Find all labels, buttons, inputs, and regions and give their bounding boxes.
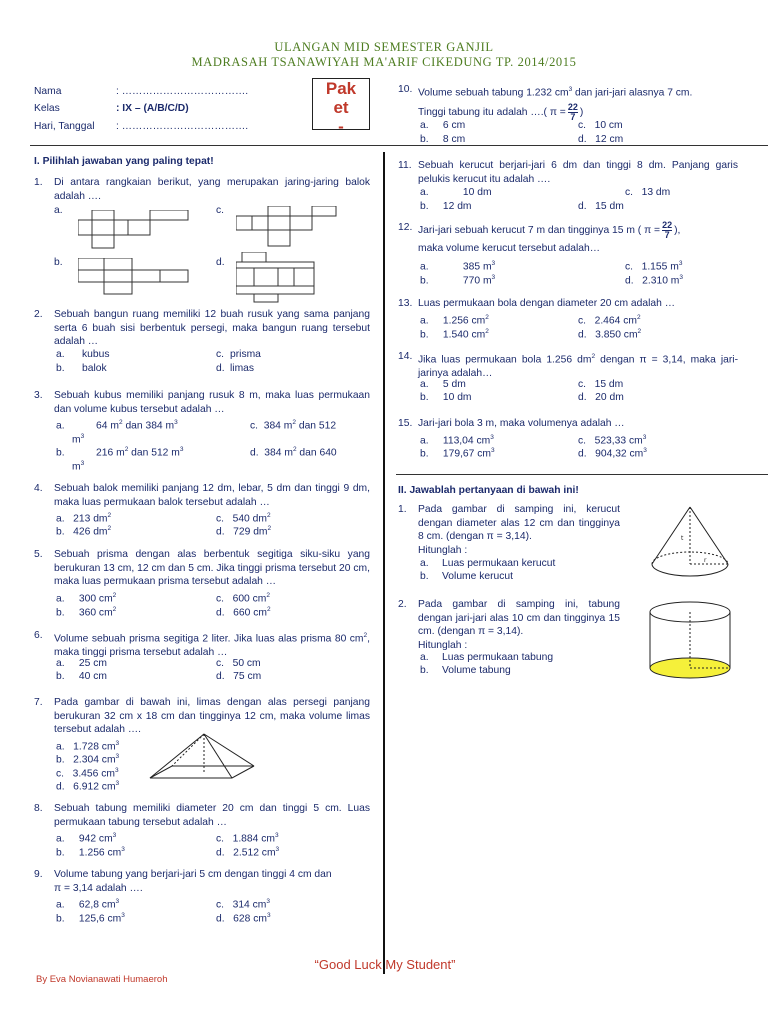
question-6 <box>34 629 370 659</box>
q11-text: Sebuah kerucut berjari-jari 6 dm dan tinggi 8 dm. Panjang garis pelukis kerucut itu adalah …. <box>418 160 738 185</box>
q6-option-b: b. 40 cm <box>56 671 107 682</box>
q15-option-c: c. 523,33 $cm^3$ <box>578 434 647 447</box>
q8-option-c: c. 1.884 $cm^3$ <box>216 832 279 845</box>
q13-option-d: d. 3.850 $cm^2$ <box>578 328 642 341</box>
e1-item-b: Volume kerucut <box>442 571 513 582</box>
q12-text-1: Jari-jari sebuah kerucut 7 m dan tingginya 15 m ( π = <box>418 225 661 237</box>
author-credit: By Eva Novianawati Humaeroh <box>36 974 168 985</box>
q14-number: 14. <box>398 351 413 362</box>
q2-option-b: balok <box>82 363 107 374</box>
q5-option-d: d. 660 $cm^2$ <box>216 606 271 619</box>
q9-text: Volume tabung yang berjari-jari 5 cm dengan tinggi 4 cm dan <box>54 869 332 880</box>
q3-option-b: b. 216 $m^2$ dan 512 $m^3$ <box>56 446 184 459</box>
q9-option-d: d. 628 $cm^3$ <box>216 912 271 925</box>
question-15 <box>398 417 738 431</box>
question-13 <box>398 297 738 311</box>
q3-number: 3. <box>34 390 43 401</box>
question-9 <box>34 868 370 895</box>
question-3 <box>34 389 370 416</box>
q2-option-a: kubus <box>82 349 110 360</box>
kelas-value: : IX – (A/B/C/D) <box>116 103 189 114</box>
cylinder-figure <box>646 600 736 682</box>
e2-hitung: Hitunglah : <box>418 639 468 651</box>
e2-number: 2. <box>398 599 407 610</box>
q1-option-a-label: a. <box>54 205 63 216</box>
q5-text: Sebuah prisma dengan alas berbentuk segitiga siku-siku yang berukuran 13 cm, 12 cm dan 5 cm. Jika tinggi prisma tersebut 20 cm, maka luas permukaan prisma tersebut adalah … <box>54 549 370 587</box>
q10-text-1: Volume sebuah tabung 1.232 cm <box>418 87 569 99</box>
header-subtitle: MADRASAH TSANAWIYAH MA'ARIF CIKEDUNG TP. 2014/2015 <box>191 55 577 69</box>
e1-number: 1. <box>398 504 407 515</box>
q12-option-b: b. 770 $m^3$ <box>420 274 496 287</box>
paket-box: Pak et - <box>312 78 370 130</box>
cone-figure <box>648 504 732 582</box>
q2-option-c-label: c. <box>216 349 225 360</box>
q1-option-b-label: b. <box>54 257 63 268</box>
q1-text: Di antara rangkaian berikut, yang merupakan jaring-jaring balok adalah …. <box>54 177 370 202</box>
q9-number: 9. <box>34 869 43 880</box>
q3-text: Sebuah kubus memiliki panjang rusuk 8 m, maka luas permukaan dan volume kubus tersebut adalah … <box>54 390 370 415</box>
q9-option-b: b. 125,6 $cm^3$ <box>56 912 125 925</box>
e2-item-b-label: b. <box>420 665 429 676</box>
q10-pi-fraction: $\frac{22}{7}$ <box>567 101 578 122</box>
footer-quote: “Good Luck My Student” <box>314 957 456 972</box>
q11-option-a: a. 10 dm <box>420 187 492 198</box>
section2-title: II. Jawablah pertanyaan di bawah ini! <box>398 485 579 496</box>
q11-option-d: d. 15 dm <box>578 201 624 212</box>
e1-text: Pada gambar di samping ini, kerucut dengan diameter alas 12 cm dan tingginya 8 cm. (dengan π = 3,14). <box>418 504 620 542</box>
q12-option-d: d. 2.310 $m^3$ <box>625 274 684 287</box>
q1-option-d-label: d. <box>216 257 225 268</box>
q7-option-b: b. 2.304 $cm^3$ <box>56 753 120 766</box>
q12-text-2: ), <box>674 225 681 237</box>
q11-number: 11. <box>398 160 412 171</box>
info-nama <box>34 86 249 97</box>
q6-option-d: d. 75 cm <box>216 671 262 682</box>
q1-option-c-label: c. <box>216 205 225 216</box>
q2-option-d: limas <box>230 363 255 374</box>
net-b-figure <box>78 258 190 298</box>
e1-item-a: Luas permukaan kerucut <box>442 558 556 569</box>
e1-item-a-label: a. <box>420 558 429 569</box>
net-c-figure <box>236 206 340 250</box>
q15-option-d: d. 904,32 $cm^3$ <box>578 447 647 460</box>
q4-option-d: d. 729 $dm^2$ <box>216 525 272 538</box>
q3-option-c: c. 384 $m^2$ dan 512 <box>250 419 337 432</box>
q5-option-a: a. 300 $cm^2$ <box>56 592 117 605</box>
q14-option-d: d. 20 dm <box>578 392 624 403</box>
section2-divider <box>396 474 768 475</box>
hari-label: Hari, Tanggal <box>34 121 95 132</box>
question-1 <box>34 176 370 203</box>
header-title: ULANGAN MID SEMESTER GANJIL <box>274 40 494 54</box>
q13-option-c: c. 2.464 $cm^2$ <box>578 314 641 327</box>
q14-text-2: dengan π = 3,14, maka jari-jarinya adalah… <box>418 354 738 379</box>
q4-option-a: a. 213 $dm^2$ <box>56 512 112 525</box>
q11-option-c: c. 13 dm <box>625 187 671 198</box>
q10-option-c: c. 10 cm <box>578 120 623 131</box>
q7-option-a: a. 1.728 $cm^3$ <box>56 740 120 753</box>
q15-text: Jari-jari bola 3 m, maka volumenya adalah … <box>418 418 625 429</box>
e2-text: Pada gambar di samping ini, tabung dengan jari-jari alas 10 cm dan tingginya 15 cm. (dengan π = 3,14). <box>418 599 620 637</box>
q6-option-a: a. 25 cm <box>56 658 107 669</box>
q12-number: 12. <box>398 222 413 233</box>
info-hari <box>34 121 249 132</box>
q14-text-1: Jika luas permukaan bola 1.256 dm <box>418 354 592 366</box>
q6-option-c: c. 50 cm <box>216 658 261 669</box>
q8-text: Sebuah tabung memiliki diameter 20 cm dan tinggi 5 cm. Luas permukaan tabung tersebut adalah … <box>54 803 370 828</box>
nama-value: : ………………………………. <box>116 86 249 97</box>
q12-text-3: maka volume kerucut tersebut adalah… <box>418 243 601 254</box>
q3-option-d: d. 384 $m^2$ dan 640 <box>250 446 337 459</box>
q12-pi-fraction: $\frac{22}{7}$ <box>662 220 673 240</box>
q10-text-3: Tinggi tabung itu adalah ….( π = <box>418 107 566 119</box>
q5-number: 5. <box>34 549 43 560</box>
q2-option-c: prisma <box>230 349 261 360</box>
q7-option-c: c. 3.456 $cm^3$ <box>56 767 119 780</box>
q2-option-a-label: a. <box>56 349 65 360</box>
q4-text: Sebuah balok memiliki panjang 12 dm, lebar, 5 dm dan tinggi 9 dm, maka luas permukaan balok tersebut adalah … <box>54 483 370 508</box>
q8-option-a: a. 942 $cm^3$ <box>56 832 117 845</box>
q10-option-d: d. 12 cm <box>578 134 624 145</box>
q10-option-b: b. 8 cm <box>420 134 466 145</box>
nama-label: Nama <box>34 86 62 97</box>
q9-option-c: c. 314 $cm^3$ <box>216 898 270 911</box>
q2-text: Sebuah bangun ruang memiliki 12 buah rusuk yang sama panjang serta 6 buah sisi berbentuk persegi, maka bangun ruang tersebut adalah … <box>54 309 370 347</box>
q14-option-a: a. 5 dm <box>420 379 466 390</box>
question-8 <box>34 802 370 829</box>
q7-option-d: d. 6.912 $cm^3$ <box>56 780 120 793</box>
question-10: 10. Volume sebuah tabung 1.232 $cm^3$ dan jari-jari alasnya 7 cm. Tinggi tabung itu adalah ….( π = $\frac{22}{7}$ ) <box>398 84 693 122</box>
q5-option-b: b. 360 $cm^2$ <box>56 606 117 619</box>
q6-number: 6. <box>34 630 43 641</box>
e2-item-a: Luas permukaan tabung <box>442 652 554 663</box>
info-kelas <box>34 103 189 114</box>
e1-hitung: Hitunglah : <box>418 544 468 556</box>
net-a-figure <box>78 210 190 250</box>
q6-text: Volume sebuah prisma segitiga 2 liter. Jika luas alas prisma 80 $cm^2$, maka tinggi prisma tersebut adalah … <box>54 632 370 658</box>
q8-number: 8. <box>34 803 43 814</box>
q10-text-4: ) <box>579 107 584 119</box>
svg-text:t: t <box>681 535 684 542</box>
q14-option-b: b. 10 dm <box>420 392 472 403</box>
q8-option-d: d. 2.512 $cm^3$ <box>216 846 280 859</box>
header-divider <box>30 145 768 146</box>
q12-option-a: a. 385 $m^3$ <box>420 260 496 273</box>
q9-option-a: a. 62,8 $cm^3$ <box>56 898 120 911</box>
question-4 <box>34 482 370 509</box>
q5-option-c: c. 600 $cm^2$ <box>216 592 270 605</box>
kelas-label: Kelas <box>34 103 60 114</box>
q15-number: 15. <box>398 418 413 429</box>
q2-option-b-label: b. <box>56 363 65 374</box>
q1-number: 1. <box>34 177 43 188</box>
essay-1 <box>398 503 620 557</box>
hari-value: : ………………………………. <box>116 121 249 132</box>
column-divider <box>383 152 385 974</box>
question-14: 14. Jika luas permukaan bola 1.256 $dm^2$ dengan π = 3,14, maka jari-jarinya adalah… <box>398 351 738 379</box>
q10-text-2: dan jari-jari alasnya 7 cm. <box>572 87 693 99</box>
q2-option-d-label: d. <box>216 363 225 374</box>
q11-option-b: b. 12 dm <box>420 201 472 212</box>
q3-option-a: a. 64 $m^2$ dan 384 $m^3$ <box>56 419 178 432</box>
q14-option-c: c. 15 dm <box>578 379 624 390</box>
pyramid-figure <box>146 730 258 788</box>
q12-option-c: c. 1.155 $m^3$ <box>625 260 683 273</box>
q13-option-b: b. 1.540 $cm^2$ <box>420 328 489 341</box>
question-12 <box>398 221 738 256</box>
q10-number: 10. <box>398 84 413 95</box>
q15-option-b: b. 179,67 $cm^3$ <box>420 447 495 460</box>
q3-option-b-unit: $m^3$ <box>72 460 85 473</box>
question-5 <box>34 548 370 589</box>
q2-number: 2. <box>34 309 43 320</box>
q7-number: 7. <box>34 697 43 708</box>
q4-option-b: b. 426 $dm^2$ <box>56 525 112 538</box>
q8-option-b: b. 1.256 $cm^3$ <box>56 846 125 859</box>
q15-option-a: a. 113,04 $cm^3$ <box>420 434 494 447</box>
e1-item-b-label: b. <box>420 571 429 582</box>
e2-item-b: Volume tabung <box>442 665 511 676</box>
q10-option-a: a. 6 cm <box>420 120 466 131</box>
q9-text-2: π = 3,14 adalah …. <box>54 882 143 894</box>
q13-number: 13. <box>398 298 413 309</box>
question-2 <box>34 308 370 349</box>
q7-text: Pada gambar di bawah ini, limas dengan alas persegi panjang berukuran 32 cm x 18 cm dan tingginya 12 cm, maka volume limas tersebut adalah …. <box>54 697 370 735</box>
net-d-figure <box>236 252 316 304</box>
q13-text: Luas permukaan bola dengan diameter 20 cm adalah … <box>418 298 676 309</box>
q4-number: 4. <box>34 483 43 494</box>
section1-title: I. Pilihlah jawaban yang paling tepat! <box>34 156 214 167</box>
essay-2 <box>398 598 620 652</box>
question-11 <box>398 159 738 186</box>
svg-text:r: r <box>704 557 707 564</box>
q4-option-c: c. 540 $dm^2$ <box>216 512 271 525</box>
q3-option-a-unit: $m^3$ <box>72 433 85 446</box>
e2-item-a-label: a. <box>420 652 429 663</box>
q13-option-a: a. 1.256 $cm^2$ <box>420 314 489 327</box>
